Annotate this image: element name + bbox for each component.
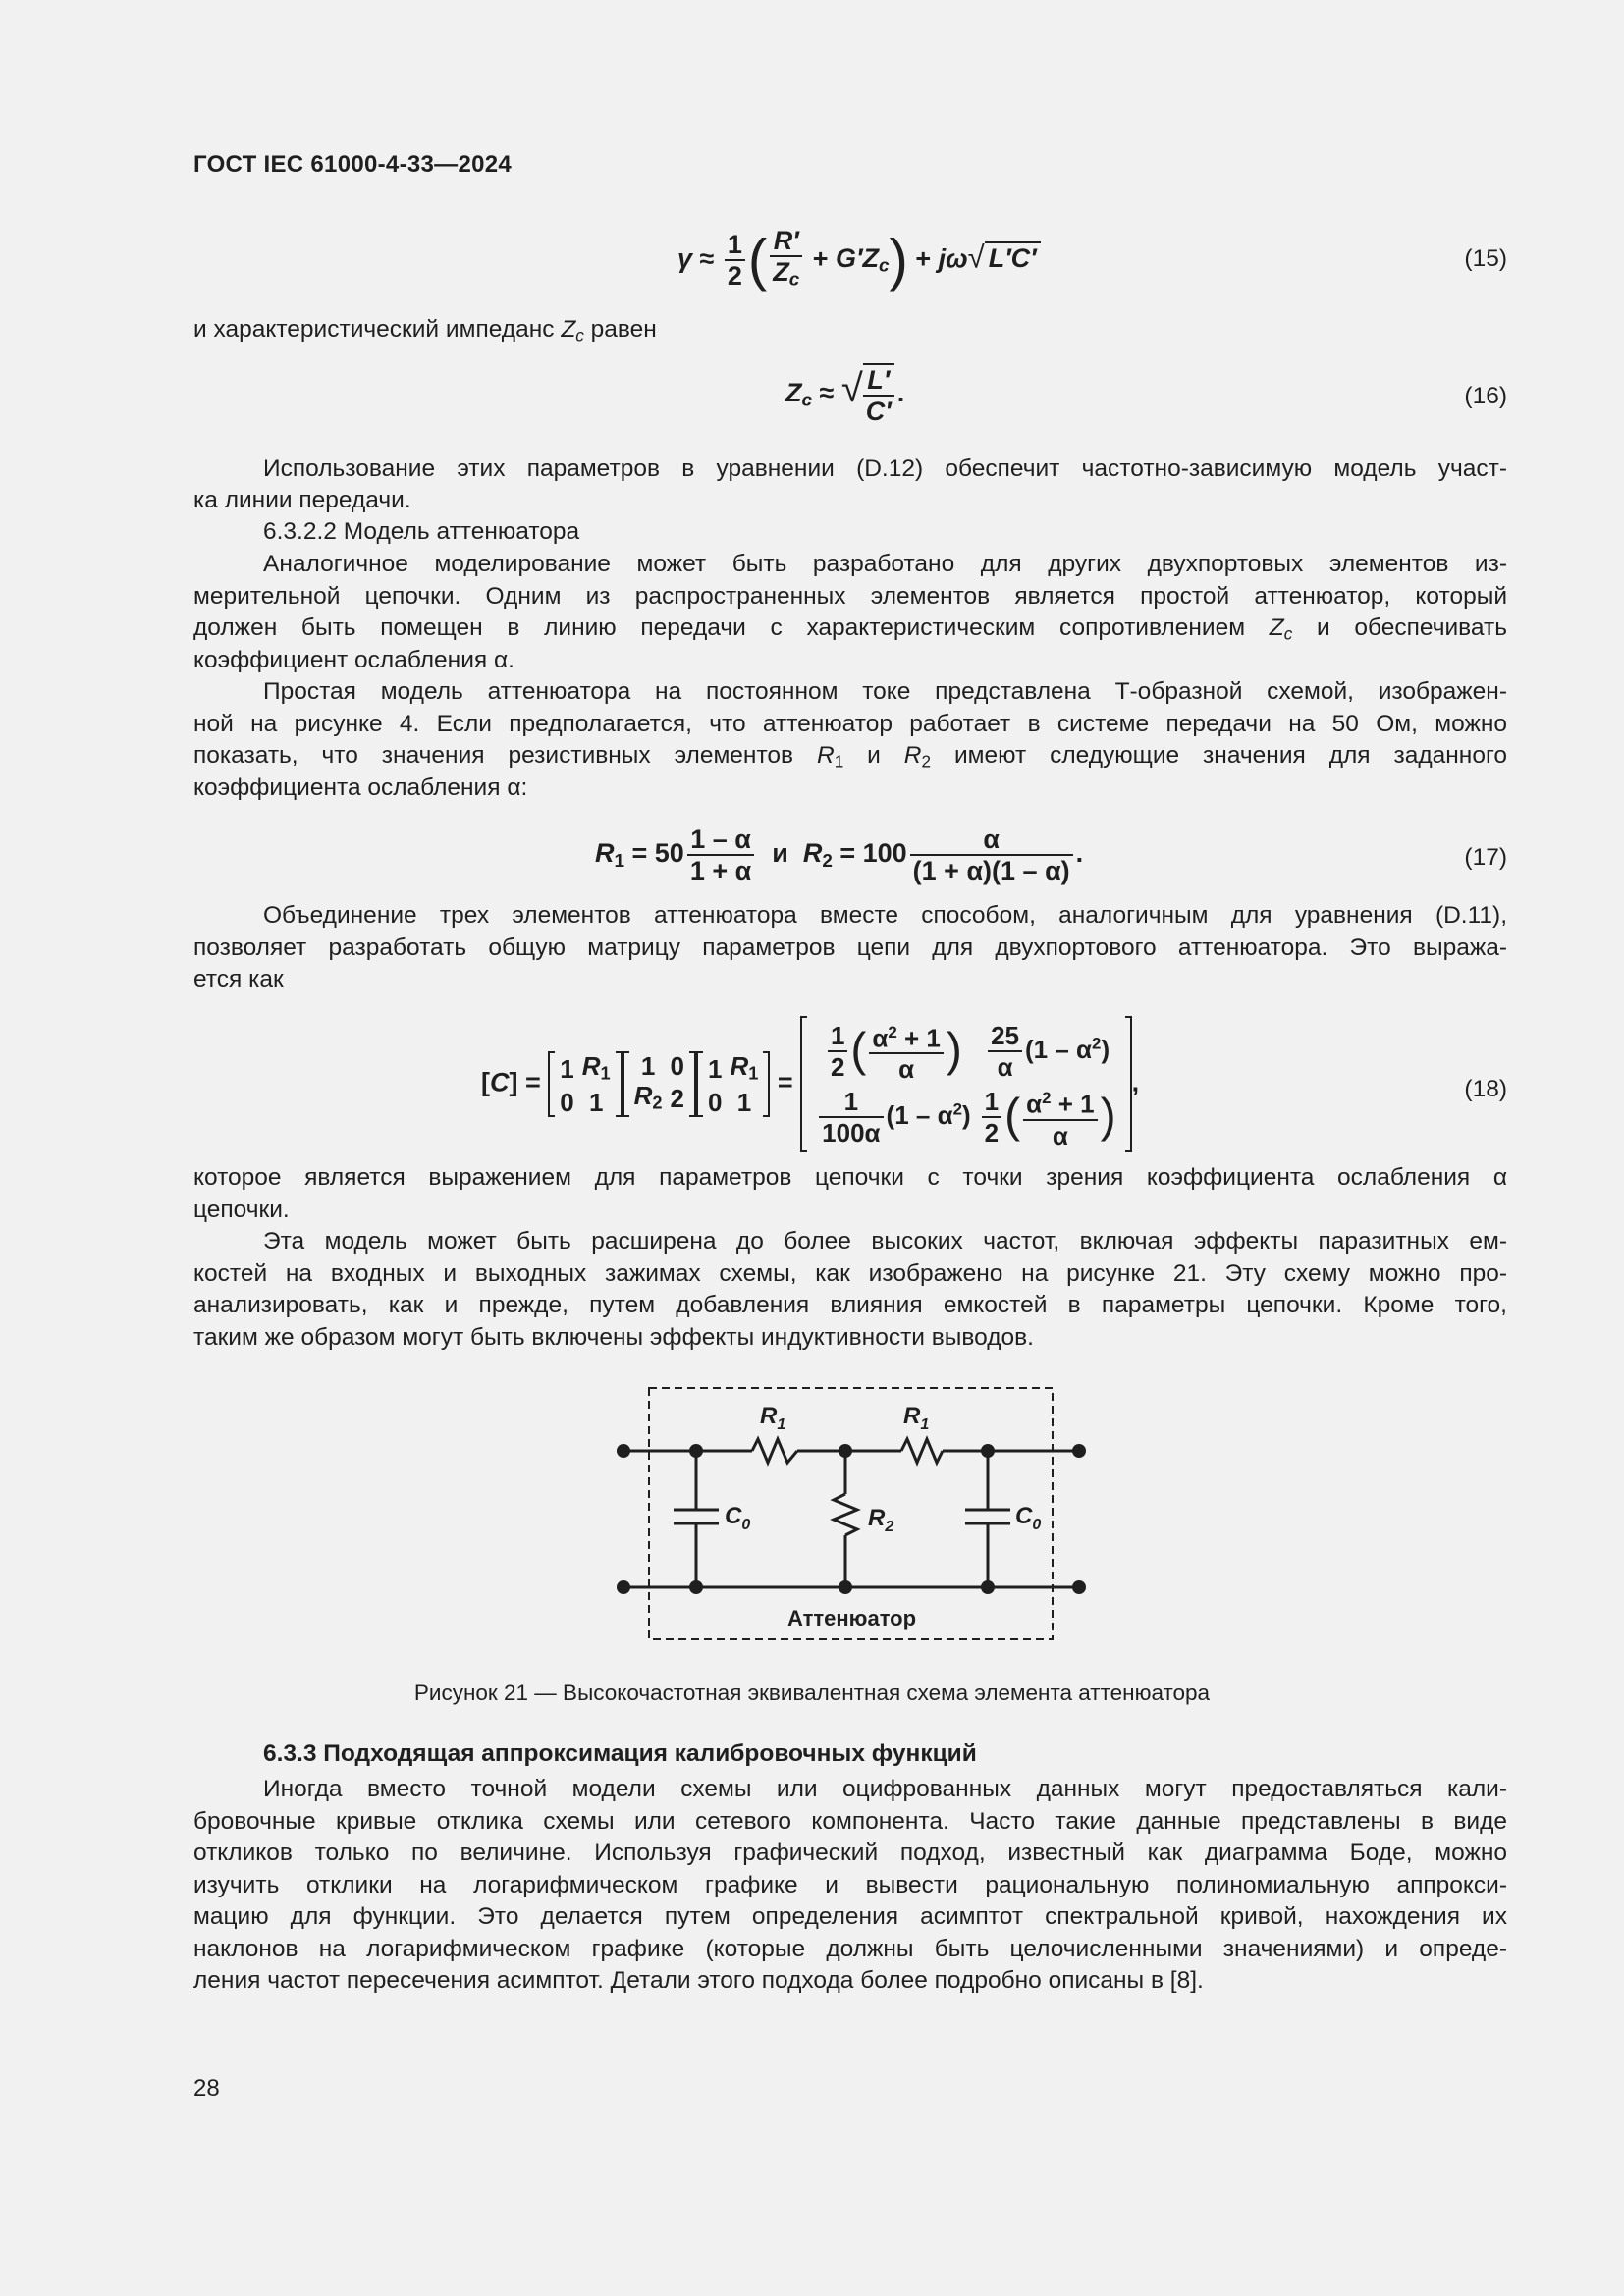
- junction-dot: [981, 1444, 995, 1458]
- paragraph: Простая модель аттенюатора на постоянном токе представлена Т-образной схемой, изображен-: [263, 678, 1507, 705]
- page-number: 28: [193, 2075, 220, 2102]
- paragraph: цепочки.: [193, 1197, 290, 1223]
- paragraph: ления частот пересечения асимптот. Детали этого подхода более подробно описаны в [8].: [193, 1967, 1204, 1994]
- paragraph: ется как: [193, 966, 284, 992]
- paragraph: Использование этих параметров в уравнении (D.12) обеспечит частотно-зависимую модель участ-: [263, 455, 1507, 482]
- label-c0-left: $C_0$: [725, 1503, 751, 1533]
- paragraph: которое является выражением для параметров цепочки с точки зрения коэффициента ослабления α: [193, 1164, 1507, 1191]
- figure-caption: Рисунок 21 — Высокочастотная эквивалентная схема элемента аттенюатора: [413, 1681, 1211, 1705]
- label-r1-left: $R_1$: [760, 1403, 786, 1433]
- equation-18: [C] = 1 $R_1$ 0 1 1 0 $R_2$ 2 1 $R_1$ 0 1 = $\frac{1}{2}$ ( $\frac{\alpha^2 + 1}{\alpha}$ ) $\frac{25}{\alpha}$ $(1 - \alpha^2)$ $\frac{1}{100\alpha}$ $(1 - \alpha^2)$ $\frac{1}{2}$ ( $\frac{\alpha^2 + 1}{\alpha}$ ) ,: [481, 1016, 1139, 1152]
- equation-15: γ ≈ $\frac{1}{2}$ ( $\frac{R'}{Z_c}$ + $G'Z_c) + j\omega√$ L′C′: [677, 226, 1041, 295]
- junction-dot: [839, 1580, 852, 1594]
- label-c0-right: $C_0$: [1015, 1503, 1042, 1533]
- paragraph: таким же образом могут быть включены эффекты индуктивности выводов.: [193, 1324, 1034, 1351]
- paragraph: Эта модель может быть расширена до более высоких частот, включая эффекты паразитных ем-: [263, 1228, 1507, 1255]
- paragraph: должен быть помещен в линию передачи с характеристическим сопротивлением $Z_c$ и обеспечивать: [193, 614, 1507, 644]
- terminal-dot: [1072, 1444, 1086, 1458]
- equation-number: (16): [1464, 383, 1507, 409]
- paragraph: изучить отклики на логарифмическом графике и вывести рациональную полиномиальную аппрокси-: [193, 1872, 1507, 1898]
- junction-dot: [839, 1444, 852, 1458]
- junction-dot: [689, 1580, 703, 1594]
- paragraph: костей на входных и выходных зажимах схемы, как изображено на рисунке 21. Эту схему можно про-: [193, 1260, 1507, 1287]
- equation-number: (17): [1464, 844, 1507, 871]
- paragraph: Иногда вместо точной модели схемы или оцифрованных данных могут предоставляться кали-: [263, 1776, 1507, 1802]
- paragraph: коэффициент ослабления α.: [193, 647, 514, 673]
- label-r2: $R_2$: [868, 1505, 894, 1535]
- equation-16: $Z_c$ ≈ √ $\frac{L'}{C'}$ .: [785, 365, 905, 426]
- paragraph: и характеристический импеданс $Z_c$ равен: [193, 316, 657, 346]
- junction-dot: [981, 1580, 995, 1594]
- equation-number: (18): [1464, 1076, 1507, 1102]
- section-heading: 6.3.3 Подходящая аппроксимация калибровочных функций: [263, 1740, 977, 1767]
- resistor-r1-right: [901, 1439, 943, 1463]
- terminal-dot: [617, 1580, 630, 1594]
- paragraph: мерительной цепочки. Одним из распространенных элементов является простой аттенюатор, который: [193, 583, 1507, 610]
- junction-dot: [689, 1444, 703, 1458]
- paragraph: мацию для функции. Это делается путем определения асимптот спектральной кривой, нахождения их: [193, 1903, 1507, 1930]
- label-attenuator: Аттенюатор: [787, 1606, 917, 1630]
- document-header: ГОСТ IEC 61000-4-33—2024: [193, 151, 513, 178]
- paragraph: наклонов на логарифмическом графике (которые должны быть целочисленными значениями) и опреде-: [193, 1936, 1507, 1962]
- terminal-dot: [1072, 1580, 1086, 1594]
- equation-17: $R_1 = 50$ $\frac{1 - \alpha}{1 + \alpha}$ и $R_2 = 100$ $\frac{\alpha}{(1 + \alpha)(1 - \alpha)}$ .: [595, 825, 1084, 885]
- paragraph: бровочные кривые отклика схемы или сетевого компонента. Часто такие данные представлены в виде: [193, 1808, 1507, 1835]
- circuit-diagram: [609, 1379, 1100, 1654]
- paragraph: позволяет разработать общую матрицу параметров цепи для двухпортового аттенюатора. Это выража-: [193, 934, 1507, 961]
- paragraph: коэффициента ослабления α:: [193, 774, 528, 801]
- paragraph: Аналогичное моделирование может быть разработано для других двухпортовых элементов из-: [263, 551, 1507, 577]
- paragraph: ной на рисунке 4. Если предполагается, что аттенюатор работает в системе передачи на 50 Ом, можно: [193, 711, 1507, 737]
- terminal-dot: [617, 1444, 630, 1458]
- paragraph: ка линии передачи.: [193, 487, 411, 513]
- label-r1-right: $R_1$: [903, 1403, 930, 1433]
- equation-number: (15): [1464, 245, 1507, 272]
- subsection-heading: 6.3.2.2 Модель аттенюатора: [263, 518, 580, 545]
- paragraph: Объединение трех элементов аттенюатора вместе способом, аналогичным для уравнения (D.11),: [263, 902, 1507, 929]
- paragraph: анализировать, как и прежде, путем добавления влияния емкостей в параметры цепочки. Кроме того,: [193, 1292, 1507, 1318]
- paragraph: показать, что значения резистивных элементов $R_1$ и $R_2$ имеют следующие значения для заданного: [193, 742, 1507, 772]
- resistor-r1-left: [752, 1439, 797, 1463]
- resistor-r2: [834, 1494, 857, 1535]
- paragraph: откликов только по величине. Используя графический подход, известный как диаграмма Боде, можно: [193, 1840, 1507, 1866]
